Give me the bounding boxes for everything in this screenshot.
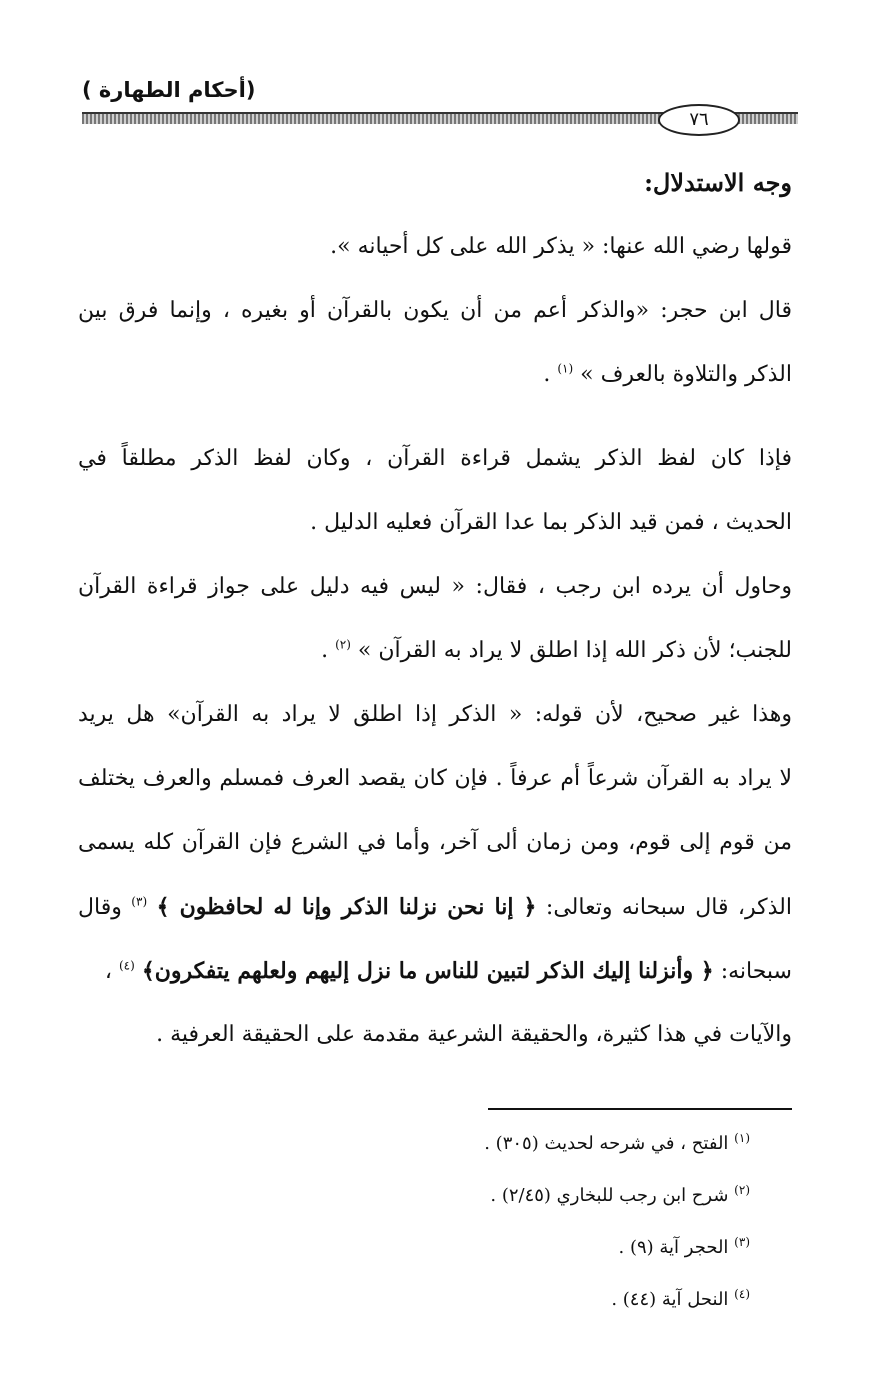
paragraph-5-line-3: من قوم إلى قوم، ومن زمان ألى آخر، وأما في الشرع فإن القرآن كله يسمى [78,830,792,855]
footnote-text: النحل آية (٤٤) . [611,1289,729,1310]
footnote-item [200,1226,750,1278]
page-number: ٧٦ [658,104,740,136]
paragraph-5-line-4-start: الذكر، قال سبحانه وتعالى: [545,895,792,920]
footnotes [200,1122,750,1330]
footnote-ref-2: (٢) [335,637,351,652]
paragraph-4-line-2 [78,628,792,692]
footnote-item [200,1278,750,1330]
paragraph-2-text: الذكر والتلاوة بالعرف » [580,362,792,387]
paragraph-4-end: . [321,638,329,663]
running-title: (أحكام الطهارة ) [82,78,256,102]
paragraph-3-line-2: الحديث ، فمن قيد الذكر بما عدا القرآن فعليه الدليل . [310,510,792,535]
paragraph-3-line-1: فإذا كان لفظ الذكر يشمل قراءة القرآن ، وكان لفظ الذكر مطلقاً في [78,446,792,471]
footnote-ref-1: (١) [557,361,574,376]
footnote-number: (١) [734,1131,750,1145]
paragraph-5-line-4-end: وقال [78,895,122,920]
footnote-text: شرح ابن رجب للبخاري (٢/٤٥) . [490,1185,729,1206]
quran-verse-hijr: ﴿ إنا نحن نزلنا الذكر وإنا له لحافظون ﴾ [156,894,537,920]
paragraph-2-line-1: قال ابن حجر: «والذكر أعم من أن يكون بالقرآن أو بغيره ، وإنما فرق بين [78,298,792,323]
paragraph-1: قولها رضي الله عنها: « يذكر الله على كل أحيانه ». [330,234,792,259]
footnote-text: الفتح ، في شرحه لحديث (٣٠٥) . [484,1133,729,1154]
paragraph-5-line-2: لا يراد به القرآن شرعاً أم عرفاً . فإن كان يقصد العرف فمسلم والعرف يختلف [78,766,792,791]
paragraph-5-line-4 [78,884,792,948]
main-text [78,160,792,1076]
paragraph-4-text: للجنب؛ لأن ذكر الله إذا اطلق لا يراد به القرآن » [357,638,792,663]
footnote-number: (٤) [734,1287,750,1301]
paragraph-2-line-2 [78,352,792,416]
paragraph-5-line-5-start: سبحانه: [720,959,792,984]
footnote-item [200,1174,750,1226]
footnote-ref-3: (٣) [131,894,148,909]
paragraph-5-line-1: وهذا غير صحيح، لأن قوله: « الذكر إذا اطلق لا يراد به القرآن» هل يريد [78,702,792,727]
paragraph-5-line-5-end: ، [104,959,112,984]
footnote-text: الحجر آية (٩) . [618,1237,729,1258]
footnote-number: (٢) [734,1183,750,1197]
footnote-separator [488,1108,792,1110]
section-heading: وجه الاستدلال: [644,168,792,197]
footnote-item [200,1122,750,1174]
paragraph-2-end: . [543,362,551,387]
paragraph-5-line-5 [78,948,792,1012]
footnote-number: (٣) [734,1235,750,1249]
paragraph-5-line-6: والآيات في هذا كثيرة، والحقيقة الشرعية مقدمة على الحقيقة العرفية . [156,1022,792,1047]
footnote-ref-4: (٤) [118,958,135,973]
quran-verse-nahl: ﴿ وأنزلنا إليك الذكر لتبين للناس ما نزل إليهم ولعلهم يتفكرون﴾ [141,958,714,984]
paragraph-4-line-1: وحاول أن يرده ابن رجب ، فقال: « ليس فيه دليل على جواز قراءة القرآن [78,574,792,599]
